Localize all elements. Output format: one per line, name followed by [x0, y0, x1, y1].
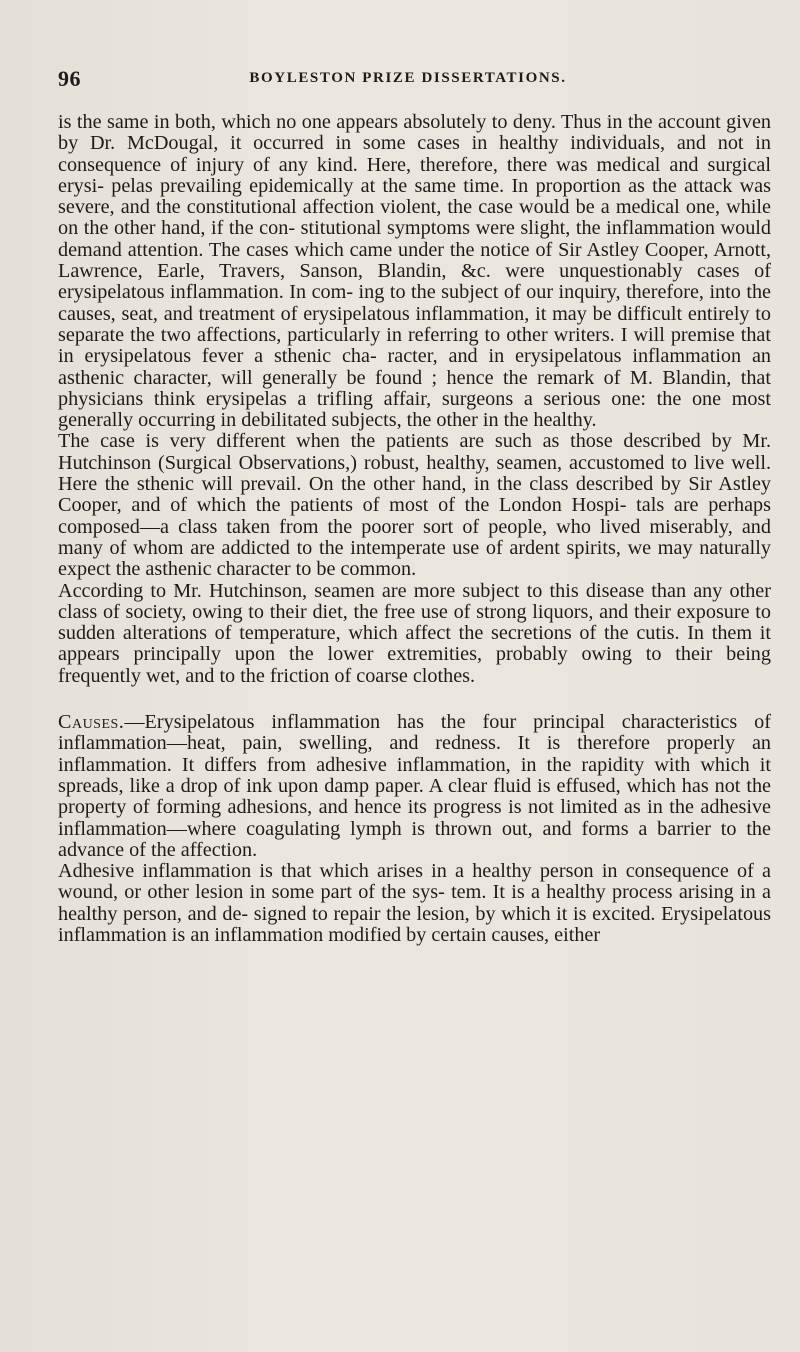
page-header [58, 66, 778, 96]
final-paragraph: Adhesive inflammation is that which arises in a healthy person in consequence of a wound, or other lesion in some part of the sys- tem. It is a healthy process arising in a healthy person, and de- signed to repair the lesion, by which it is excited. Erysipelatous inflammation is an inflammation modified by certain causes, either [58, 860, 771, 946]
paragraph-2: The case is very different when the patients are such as those described by Mr. Hutchinson (Surgical Observations,) robust, healthy, seamen, accustomed to live well. Here the sthenic will prevail. On the other hand, in the class described by Sir Astley Cooper, and of which the patients of most of the London Hospi- tals are perhaps composed—a class taken from the poorer sort of people, who lived miserably, and many of whom are addicted to the intemperate use of ardent spirits, we may naturally expect the asthenic character to be common. [58, 430, 771, 581]
section-gap [58, 687, 771, 712]
causes-paragraph [58, 712, 771, 861]
paragraph-1: is the same in both, which no one appears absolutely to deny. Thus in the account given by Dr. McDougal, it occurred in some cases in healthy individuals, and not in consequence of injury of any kind. Here, therefore, there was medical and surgical erysi- pelas prevailing epidemically at the same time. In proportion as the attack was severe, and the constitutional affection violent, the case would be a medical one, while on the other hand, if the con- stitutional symptoms were slight, the inflammation would demand attention. The cases which came under the notice of Sir Astley Cooper, Arnott, Lawrence, Earle, Travers, Sanson, Blandin, &c. were unquestionably cases of erysipelatous inflammation. In com- ing to the subject of our inquiry, therefore, into the causes, seat, and treatment of erysipelatous inflammation, it may be difficult entirely to separate the two affections, particularly in referring to other writers. I will premise that in erysipelatous fever a sthenic cha- racter, and in erysipelatous inflammation an asthenic character, will generally be found ; hence the remark of M. Blandin, that physicians think erysipelas a trifling affair, surgeons a serious one: the one most generally occurring in debilitated subjects, the other in the healthy. [58, 111, 771, 432]
causes-text: —Erysipelatous inflammation has the four principal characteristics of inflammation—heat, pain, swelling, and redness. It is therefore properly an inflammation. It differs from adhesive inflammation, in the rapidity with which it spreads, like a drop of ink upon damp paper. A clear fluid is effused, which has not the property of forming adhesions, and hence its progress is not limited as in the adhesive inflammation—where coagulating lymph is thrown out, and forms a barrier to the advance of the affection. [58, 711, 771, 861]
body-text [58, 112, 771, 946]
page-number: 96 [58, 66, 81, 91]
running-head: BOYLESTON PRIZE DISSERTATIONS. [249, 70, 567, 86]
paragraph-3: According to Mr. Hutchinson, seamen are more subject to this disease than any other class of society, owing to their diet, the free use of strong liquors, and their exposure to sudden alterations of temperature, which affect the secretions of the cutis. In them it appears principally upon the lower extremities, probably owing to their being frequently wet, and to the friction of coarse clothes. [58, 579, 771, 687]
causes-heading: Causes. [58, 711, 125, 734]
